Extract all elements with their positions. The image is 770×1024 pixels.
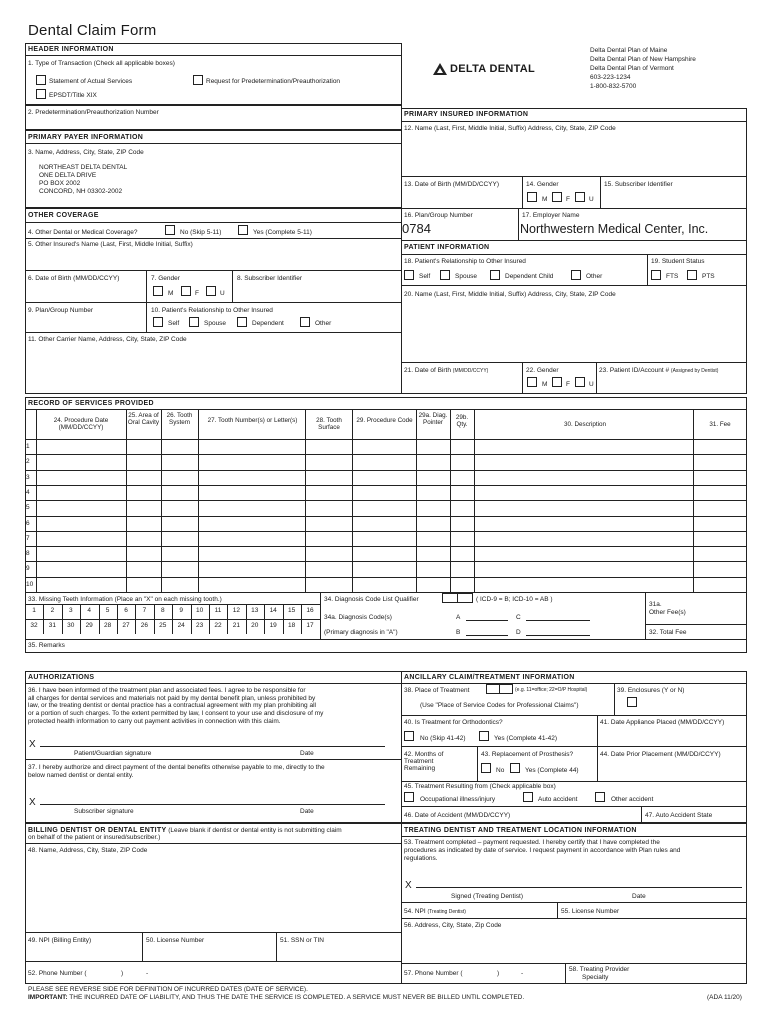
primary-diag-note: (Primary diagnosis in "A"): [324, 629, 398, 636]
treating-dentist-title: TREATING DENTIST AND TREATMENT LOCATION INFORMATION: [404, 827, 637, 834]
patient-spouse-label: Spouse: [455, 273, 478, 280]
predetermination-label: Request for Predetermination/Preauthorization: [206, 78, 341, 85]
employer-name-value[interactable]: Northwestern Medical Center, Inc.: [520, 222, 709, 236]
diag-qualifier-note: ( ICD-9 = B; ICD-10 = AB ): [476, 596, 553, 603]
rel-self-label: Self: [168, 320, 180, 327]
field-14-label: 14. Gender: [526, 181, 559, 188]
field-34a-label: 34a. Diagnosis Code(s): [324, 614, 392, 621]
tooth-divider: [191, 619, 192, 634]
service-row-number: 4: [26, 488, 30, 496]
field-41-label: 41. Date Appliance Placed (MM/DD/CCYY): [600, 719, 725, 726]
payer-address: NORTHEAST DELTA DENTAL ONE DELTA DRIVE PO BOX 2002 CONCORD, NH 03302-2002: [39, 164, 128, 195]
service-row-divider: [25, 531, 747, 532]
ortho-yes-checkbox[interactable]: [479, 731, 489, 741]
field-21-label: 21. Date of Birth (MM/DD/CCYY): [404, 367, 489, 374]
tooth-divider: [227, 604, 228, 619]
field-18-label: 18. Patient's Relationship to Other Insured: [404, 258, 526, 265]
field-20-label: 20. Name (Last, First, Middle Initial, Suffix) Address, City, State, ZIP Code: [404, 291, 616, 298]
col-tooth-number: 27. Tooth Number(s) or Letter(s): [207, 417, 298, 424]
prosthesis-no-label: No: [496, 767, 505, 774]
gender-u-label: U: [589, 381, 594, 388]
footer-important: IMPORTANT: THE INCURRED DATE OF LIABILITY, AND THUS THE DATE THE SERVICE IS COMPLETED. A SERVICE MUST NEVER BE BILLED UNTIL COMPLETED.: [28, 994, 525, 1001]
tooth-divider: [62, 604, 63, 619]
logo-text: DELTA DENTAL: [450, 63, 536, 75]
tooth-divider: [264, 619, 265, 634]
footer-note: PLEASE SEE REVERSE SIDE FOR DEFINITION OF INCURRED DATES (DATE OF SERVICE).: [28, 986, 308, 993]
other-fees-label: Other Fee(s): [649, 609, 686, 616]
patient-sig-label: Patient/Guardian signature: [74, 750, 152, 757]
diag-d-label: D: [516, 629, 521, 636]
missing-tooth-cell[interactable]: 24: [177, 622, 185, 629]
fts-label: FTS: [666, 273, 679, 280]
missing-tooth-cell[interactable]: 9: [179, 607, 183, 614]
missing-tooth-cell[interactable]: 11: [214, 607, 222, 614]
col-tooth-system: 26. Tooth System: [166, 412, 193, 427]
insured-gender-m-checkbox[interactable]: [527, 192, 537, 202]
tooth-divider: [43, 604, 44, 619]
missing-tooth-cell[interactable]: 32: [30, 622, 38, 629]
missing-tooth-cell[interactable]: 15: [287, 607, 296, 614]
diag-b-label: B: [456, 629, 461, 636]
predetermination-checkbox[interactable]: [193, 75, 203, 85]
field-53-text: 53. Treatment completed – payment requested. I hereby certify that I have completed the procedures as indicated by date of service. I request payment in accordance with Plan rules and regulations.: [404, 839, 681, 862]
epsdt-checkbox[interactable]: [36, 89, 46, 99]
field-38-label: 38. Place of Treatment: [404, 687, 470, 694]
enclosures-checkbox[interactable]: [627, 697, 637, 707]
field-22-label: 22. Gender: [526, 367, 559, 374]
gender-u-label: U: [220, 290, 225, 297]
missing-tooth-cell[interactable]: 31: [48, 622, 56, 629]
teeth-mid-border: [25, 619, 320, 620]
other-accident-label: Other accident: [611, 796, 654, 803]
service-row-divider: [25, 500, 747, 501]
missing-tooth-cell[interactable]: 4: [87, 607, 91, 614]
field-16-label: 16. Plan/Group Number: [404, 212, 473, 219]
field-15-label: 15. Subscriber Identifier: [604, 181, 673, 188]
service-row-number: 7: [26, 534, 30, 542]
field-9-label: 9. Plan/Group Number: [28, 307, 94, 314]
tooth-divider: [283, 604, 284, 619]
col-tooth-surface: 28. Tooth Surface: [316, 417, 342, 432]
occupational-label: Occupational illness/injury: [420, 796, 496, 803]
field-1-label: 1. Type of Transaction (Check all applicable boxes): [28, 60, 175, 67]
field-58-specialty: Specialty: [582, 974, 609, 981]
missing-tooth-cell[interactable]: 19: [269, 622, 277, 629]
patient-dependent-label: Dependent Child: [505, 273, 554, 280]
missing-tooth-cell[interactable]: 17: [306, 622, 314, 629]
field-50-label: 50. License Number: [146, 937, 205, 944]
other-rel-spouse-checkbox[interactable]: [189, 317, 199, 327]
tooth-divider: [135, 619, 136, 634]
col-diag-pointer: 29a. Diag. Pointer: [418, 412, 448, 427]
field-33-label: 33. Missing Teeth Information (Place an "X" on each missing tooth.): [28, 596, 222, 603]
missing-tooth-cell[interactable]: 25: [159, 622, 167, 629]
field-31a-label: 31a.: [649, 601, 662, 608]
tooth-divider: [246, 604, 247, 619]
patient-gender-u-checkbox[interactable]: [575, 377, 585, 387]
subscriber-sign-x: X: [29, 797, 36, 808]
ortho-no-label: No (Skip 41-42): [420, 735, 466, 742]
field-2-label: 2. Predetermination/Preauthorization Number: [28, 109, 159, 116]
treating-signature-line[interactable]: [416, 887, 742, 888]
patient-rel-self-checkbox[interactable]: [404, 270, 414, 280]
field-58-label: 58. Treating Provider: [569, 966, 630, 973]
patient-date-label: Date: [300, 750, 314, 757]
treating-phone-paren: ): [497, 970, 500, 977]
total-fee-label: 32. Total Fee: [649, 629, 687, 636]
field-3-label: 3. Name, Address, City, State, ZIP Code: [28, 149, 144, 156]
tooth-divider: [43, 619, 44, 634]
missing-tooth-cell[interactable]: 22: [214, 622, 222, 629]
tooth-divider: [135, 604, 136, 619]
field-55-label: 55. License Number: [561, 908, 620, 915]
col-procedure-code: 29. Procedure Code: [356, 417, 413, 424]
field-47-label: 47. Auto Accident State: [645, 812, 713, 819]
service-row-number: 5: [26, 504, 30, 512]
col-fee: 31. Fee: [709, 421, 731, 428]
diag-qualifier-box2[interactable]: [457, 593, 473, 603]
missing-tooth-cell[interactable]: 14: [269, 607, 277, 614]
actual-services-label: Statement of Actual Services: [49, 78, 133, 85]
diag-b-line[interactable]: [466, 635, 508, 636]
tooth-divider: [172, 604, 173, 619]
field-34-label: 34. Diagnosis Code List Qualifier: [324, 596, 419, 603]
subscriber-sig-label: Subscriber signature: [74, 808, 134, 815]
field-7-label: 7. Gender: [151, 275, 180, 282]
patient-rel-spouse-checkbox[interactable]: [440, 270, 450, 280]
col-description: 30. Description: [564, 421, 606, 428]
field-43-label: 43. Replacement of Prosthesis?: [481, 751, 574, 758]
service-row-divider: [25, 561, 747, 562]
tooth-divider: [99, 604, 100, 619]
field-5-label: 5. Other Insured's Name (Last, First, Middle Initial, Suffix): [28, 241, 193, 248]
field-4-label: 4. Other Dental or Medical Coverage?: [28, 229, 138, 236]
treating-sign-x: X: [405, 880, 412, 891]
service-row-number: 8: [26, 550, 30, 558]
tooth-divider: [154, 619, 155, 634]
field-37-text: 37. I hereby authorize and direct payment of the dental benefits otherwise payable to me, directly to the below named dentist or dental entity.: [28, 764, 325, 779]
gender-m-label: M: [542, 381, 548, 388]
tooth-divider: [117, 619, 118, 634]
place-treatment-note: (e.g. 11=office; 22=O/P Hospital): [515, 687, 588, 693]
service-row-number: 1: [26, 443, 30, 450]
field-48-label: 48. Name, Address, City, State, ZIP Code: [28, 847, 148, 854]
service-row-number: 6: [26, 519, 30, 527]
field-54-label: 54. NPI (Treating Dentist): [404, 908, 466, 915]
gender-f-label: F: [566, 196, 570, 203]
missing-tooth-cell[interactable]: 27: [122, 622, 130, 629]
other-coverage-yes-label: Yes (Complete 5-11): [253, 229, 312, 236]
billing-title-row: BILLING DENTIST OR DENTAL ENTITY (Leave blank if dentist or dental entity is not submitting claim: [28, 827, 342, 834]
field-11-label: 11. Other Carrier Name, Address, City, State, ZIP Code: [28, 336, 187, 343]
epsdt-label: EPSDT/Title XIX: [49, 92, 97, 99]
tooth-divider: [209, 604, 210, 619]
patient-sign-x: X: [29, 739, 36, 750]
missing-tooth-cell[interactable]: 6: [124, 607, 128, 614]
place-service-codes-note: (Use "Place of Service Codes for Professional Claims"): [420, 702, 579, 709]
place-treatment-box1[interactable]: [486, 684, 500, 694]
missing-tooth-cell[interactable]: 13: [251, 607, 259, 614]
col-area-oral-cavity: 25. Area of Oral Cavity: [127, 412, 160, 427]
missing-tooth-cell[interactable]: 2: [50, 607, 55, 614]
rel-other-label: Other: [315, 320, 332, 327]
other-coverage-yes-checkbox[interactable]: [238, 225, 248, 235]
prosthesis-no-checkbox[interactable]: [481, 763, 491, 773]
field-13-label: 13. Date of Birth (MM/DD/CCYY): [404, 181, 499, 188]
primary-payer-title: PRIMARY PAYER INFORMATION: [28, 134, 144, 141]
other-gender-m-checkbox[interactable]: [153, 286, 163, 296]
tooth-divider: [283, 619, 284, 634]
field-56-label: 56. Address, City, State, Zip Code: [404, 922, 502, 929]
subscriber-date-label: Date: [300, 808, 314, 815]
service-row-divider: [25, 454, 747, 455]
delta-triangle-icon: [433, 63, 447, 75]
tooth-divider: [117, 604, 118, 619]
rel-dependent-label: Dependent: [252, 320, 284, 327]
missing-tooth-cell[interactable]: 29: [85, 622, 93, 629]
patient-signature-line[interactable]: [40, 746, 385, 747]
field-40-label: 40. Is Treatment for Orthodontics?: [404, 719, 503, 726]
missing-tooth-cell[interactable]: 18: [287, 622, 296, 629]
missing-tooth-cell[interactable]: 3: [68, 607, 73, 614]
service-row-number: 2: [26, 458, 30, 466]
tooth-divider: [80, 604, 81, 619]
service-row-divider: [25, 470, 747, 471]
occupational-checkbox[interactable]: [404, 792, 414, 802]
field-44-label: 44. Date Prior Placement (MM/DD/CCYY): [600, 751, 721, 758]
tooth-divider: [264, 604, 265, 619]
auto-accident-label: Auto accident: [538, 796, 578, 803]
field-45-label: 45. Treatment Resulting from (Check applicable box): [404, 783, 556, 790]
field-23-label: 23. Patient ID/Account # (Assigned by Dentist): [599, 367, 719, 374]
insured-gender-u-checkbox[interactable]: [575, 192, 585, 202]
other-gender-f-checkbox[interactable]: [181, 286, 191, 296]
service-row-number: 3: [26, 473, 30, 481]
diag-a-line[interactable]: [466, 620, 508, 621]
missing-tooth-cell[interactable]: 1: [32, 607, 36, 614]
service-row-divider: [25, 485, 747, 486]
gender-u-label: U: [589, 196, 594, 203]
gender-f-label: F: [566, 381, 570, 388]
gender-f-label: F: [195, 290, 199, 297]
field-17-label: 17. Employer Name: [522, 212, 580, 219]
ancillary-title: ANCILLARY CLAIM/TREATMENT INFORMATION: [404, 674, 575, 681]
diag-c-line[interactable]: [526, 620, 590, 621]
patient-self-label: Self: [419, 273, 431, 280]
tooth-divider: [80, 619, 81, 634]
gender-m-label: M: [168, 290, 174, 297]
diag-d-line[interactable]: [526, 635, 590, 636]
treating-date-label: Date: [632, 893, 646, 900]
other-coverage-no-label: No (Skip 5-11): [180, 229, 222, 236]
patient-info-title: PATIENT INFORMATION: [404, 244, 490, 251]
tooth-divider: [209, 619, 210, 634]
field-6-label: 6. Date of Birth (MM/DD/CCYY): [28, 275, 120, 282]
prosthesis-yes-label: Yes (Complete 44): [525, 767, 579, 774]
service-row-number: 10: [26, 580, 34, 588]
ortho-no-checkbox[interactable]: [404, 731, 414, 741]
diag-qualifier-box1[interactable]: [442, 593, 458, 603]
tooth-divider: [191, 604, 192, 619]
delta-dental-logo: [433, 62, 551, 78]
diag-c-label: C: [516, 614, 521, 621]
tooth-divider: [172, 619, 173, 634]
other-rel-dependent-checkbox[interactable]: [237, 317, 247, 327]
pts-checkbox-left[interactable]: [651, 270, 661, 280]
field-51-label: 51. SSN or TIN: [280, 937, 324, 944]
patient-gender-f-checkbox[interactable]: [552, 377, 562, 387]
field-19-label: 19. Student Status: [651, 258, 705, 265]
field-57-label: 57. Phone Number (: [404, 970, 463, 977]
pts-label: PTS: [702, 273, 715, 280]
rel-spouse-label: Spouse: [204, 320, 227, 327]
missing-tooth-cell[interactable]: 10: [195, 607, 204, 614]
ortho-yes-label: Yes (Complete 41-42): [494, 735, 557, 742]
missing-tooth-cell[interactable]: 16: [306, 607, 314, 614]
field-46-label: 46. Date of Accident (MM/DD/CCYY): [404, 812, 511, 819]
billing-title-note: on behalf of the patient or insured/subscriber.): [28, 834, 161, 841]
other-coverage-title: OTHER COVERAGE: [28, 212, 99, 219]
other-accident-checkbox[interactable]: [595, 792, 605, 802]
service-row-divider: [25, 546, 747, 547]
tooth-divider: [62, 619, 63, 634]
field-8-label: 8. Subscriber Identifier: [237, 275, 303, 282]
other-gender-u-checkbox[interactable]: [206, 286, 216, 296]
billing-phone-paren: ): [121, 970, 124, 977]
other-rel-other-checkbox[interactable]: [300, 317, 310, 327]
tooth-divider: [246, 619, 247, 634]
gender-m-label: M: [542, 196, 548, 203]
billing-phone-dash: -: [146, 970, 149, 977]
insured-gender-f-checkbox[interactable]: [552, 192, 562, 202]
service-row-number: 9: [26, 565, 30, 573]
service-row-divider: [25, 516, 747, 517]
missing-tooth-cell[interactable]: 20: [251, 622, 259, 629]
field-10-label: 10. Patient's Relationship to Other Insured: [151, 307, 273, 314]
field-52-label: 52. Phone Number (: [28, 970, 87, 977]
patient-gender-m-checkbox[interactable]: [527, 377, 537, 387]
service-row-divider: [25, 577, 747, 578]
col-qty: 29b. Qty.: [455, 414, 469, 429]
services-title: RECORD OF SERVICES PROVIDED: [28, 400, 154, 407]
field-12-label: 12. Name (Last, First, Middle Initial, Suffix) Address, City, State, ZIP Code: [404, 125, 616, 132]
col-procedure-date: 24. Procedure Date (MM/DD/CCYY): [53, 417, 109, 432]
ada-version: (ADA 11/20): [707, 994, 742, 1001]
auto-accident-checkbox[interactable]: [523, 792, 533, 802]
field-39-label: 39. Enclosures (Y or N): [617, 687, 685, 694]
other-rel-self-checkbox[interactable]: [153, 317, 163, 327]
tooth-divider: [301, 619, 302, 634]
patient-rel-dependent-checkbox[interactable]: [490, 270, 500, 280]
missing-tooth-cell[interactable]: 30: [67, 622, 75, 629]
authorizations-title: AUTHORIZATIONS: [28, 674, 95, 681]
fts-checkbox[interactable]: [687, 270, 697, 280]
subscriber-signature-line[interactable]: [40, 804, 385, 805]
form-title: Dental Claim Form: [28, 22, 157, 39]
carrier-info: Delta Dental Plan of Maine Delta Dental Plan of New Hampshire Delta Dental Plan of Vermont 603-223-1234 1-800-832-5700: [590, 47, 696, 90]
field-42-label: 42. Months of Treatment Remaining: [404, 751, 444, 772]
missing-tooth-cell[interactable]: 8: [160, 607, 165, 614]
missing-tooth-cell[interactable]: 26: [140, 622, 148, 629]
plan-group-number-value[interactable]: 0784: [402, 221, 431, 236]
treating-sig-label: Signed (Treating Dentist): [451, 893, 524, 900]
place-treatment-box2[interactable]: [499, 684, 513, 694]
missing-tooth-cell[interactable]: 28: [103, 622, 112, 629]
patient-other-label: Other: [586, 273, 603, 280]
treating-phone-dash: -: [521, 970, 524, 977]
teeth-top-border: [25, 604, 320, 605]
field-36-text: 36. I have been informed of the treatment plan and associated fees. I agree to be responsible for all charges for dental services and materials not paid by my dental benefit plan, unless prohibited by law, or the treating dentist or dental practice has a contractual agreement with my plan prohibiting all or a portion of such charges. To the extent permitted by law, I consent to your use and disclosure of my protected health information to carry out payment activities in connection with this claim.: [28, 687, 324, 725]
prosthesis-yes-checkbox[interactable]: [510, 763, 520, 773]
tooth-divider: [99, 619, 100, 634]
missing-tooth-cell[interactable]: 12: [232, 607, 240, 614]
tooth-divider: [154, 604, 155, 619]
missing-tooth-cell[interactable]: 5: [105, 607, 110, 614]
tooth-divider: [301, 604, 302, 619]
missing-tooth-cell[interactable]: 21: [232, 622, 240, 629]
other-coverage-no-checkbox[interactable]: [165, 225, 175, 235]
patient-rel-other-checkbox[interactable]: [571, 270, 581, 280]
missing-tooth-cell[interactable]: 23: [195, 622, 204, 629]
actual-services-checkbox[interactable]: [36, 75, 46, 85]
primary-insured-title: PRIMARY INSURED INFORMATION: [404, 111, 529, 118]
diag-a-label: A: [456, 614, 461, 621]
tooth-divider: [227, 619, 228, 634]
missing-tooth-cell[interactable]: 7: [142, 607, 147, 614]
remarks-label: 35. Remarks: [28, 642, 65, 649]
header-info-title: HEADER INFORMATION: [28, 46, 114, 53]
field-49-label: 49. NPI (Billing Entity): [28, 937, 92, 944]
